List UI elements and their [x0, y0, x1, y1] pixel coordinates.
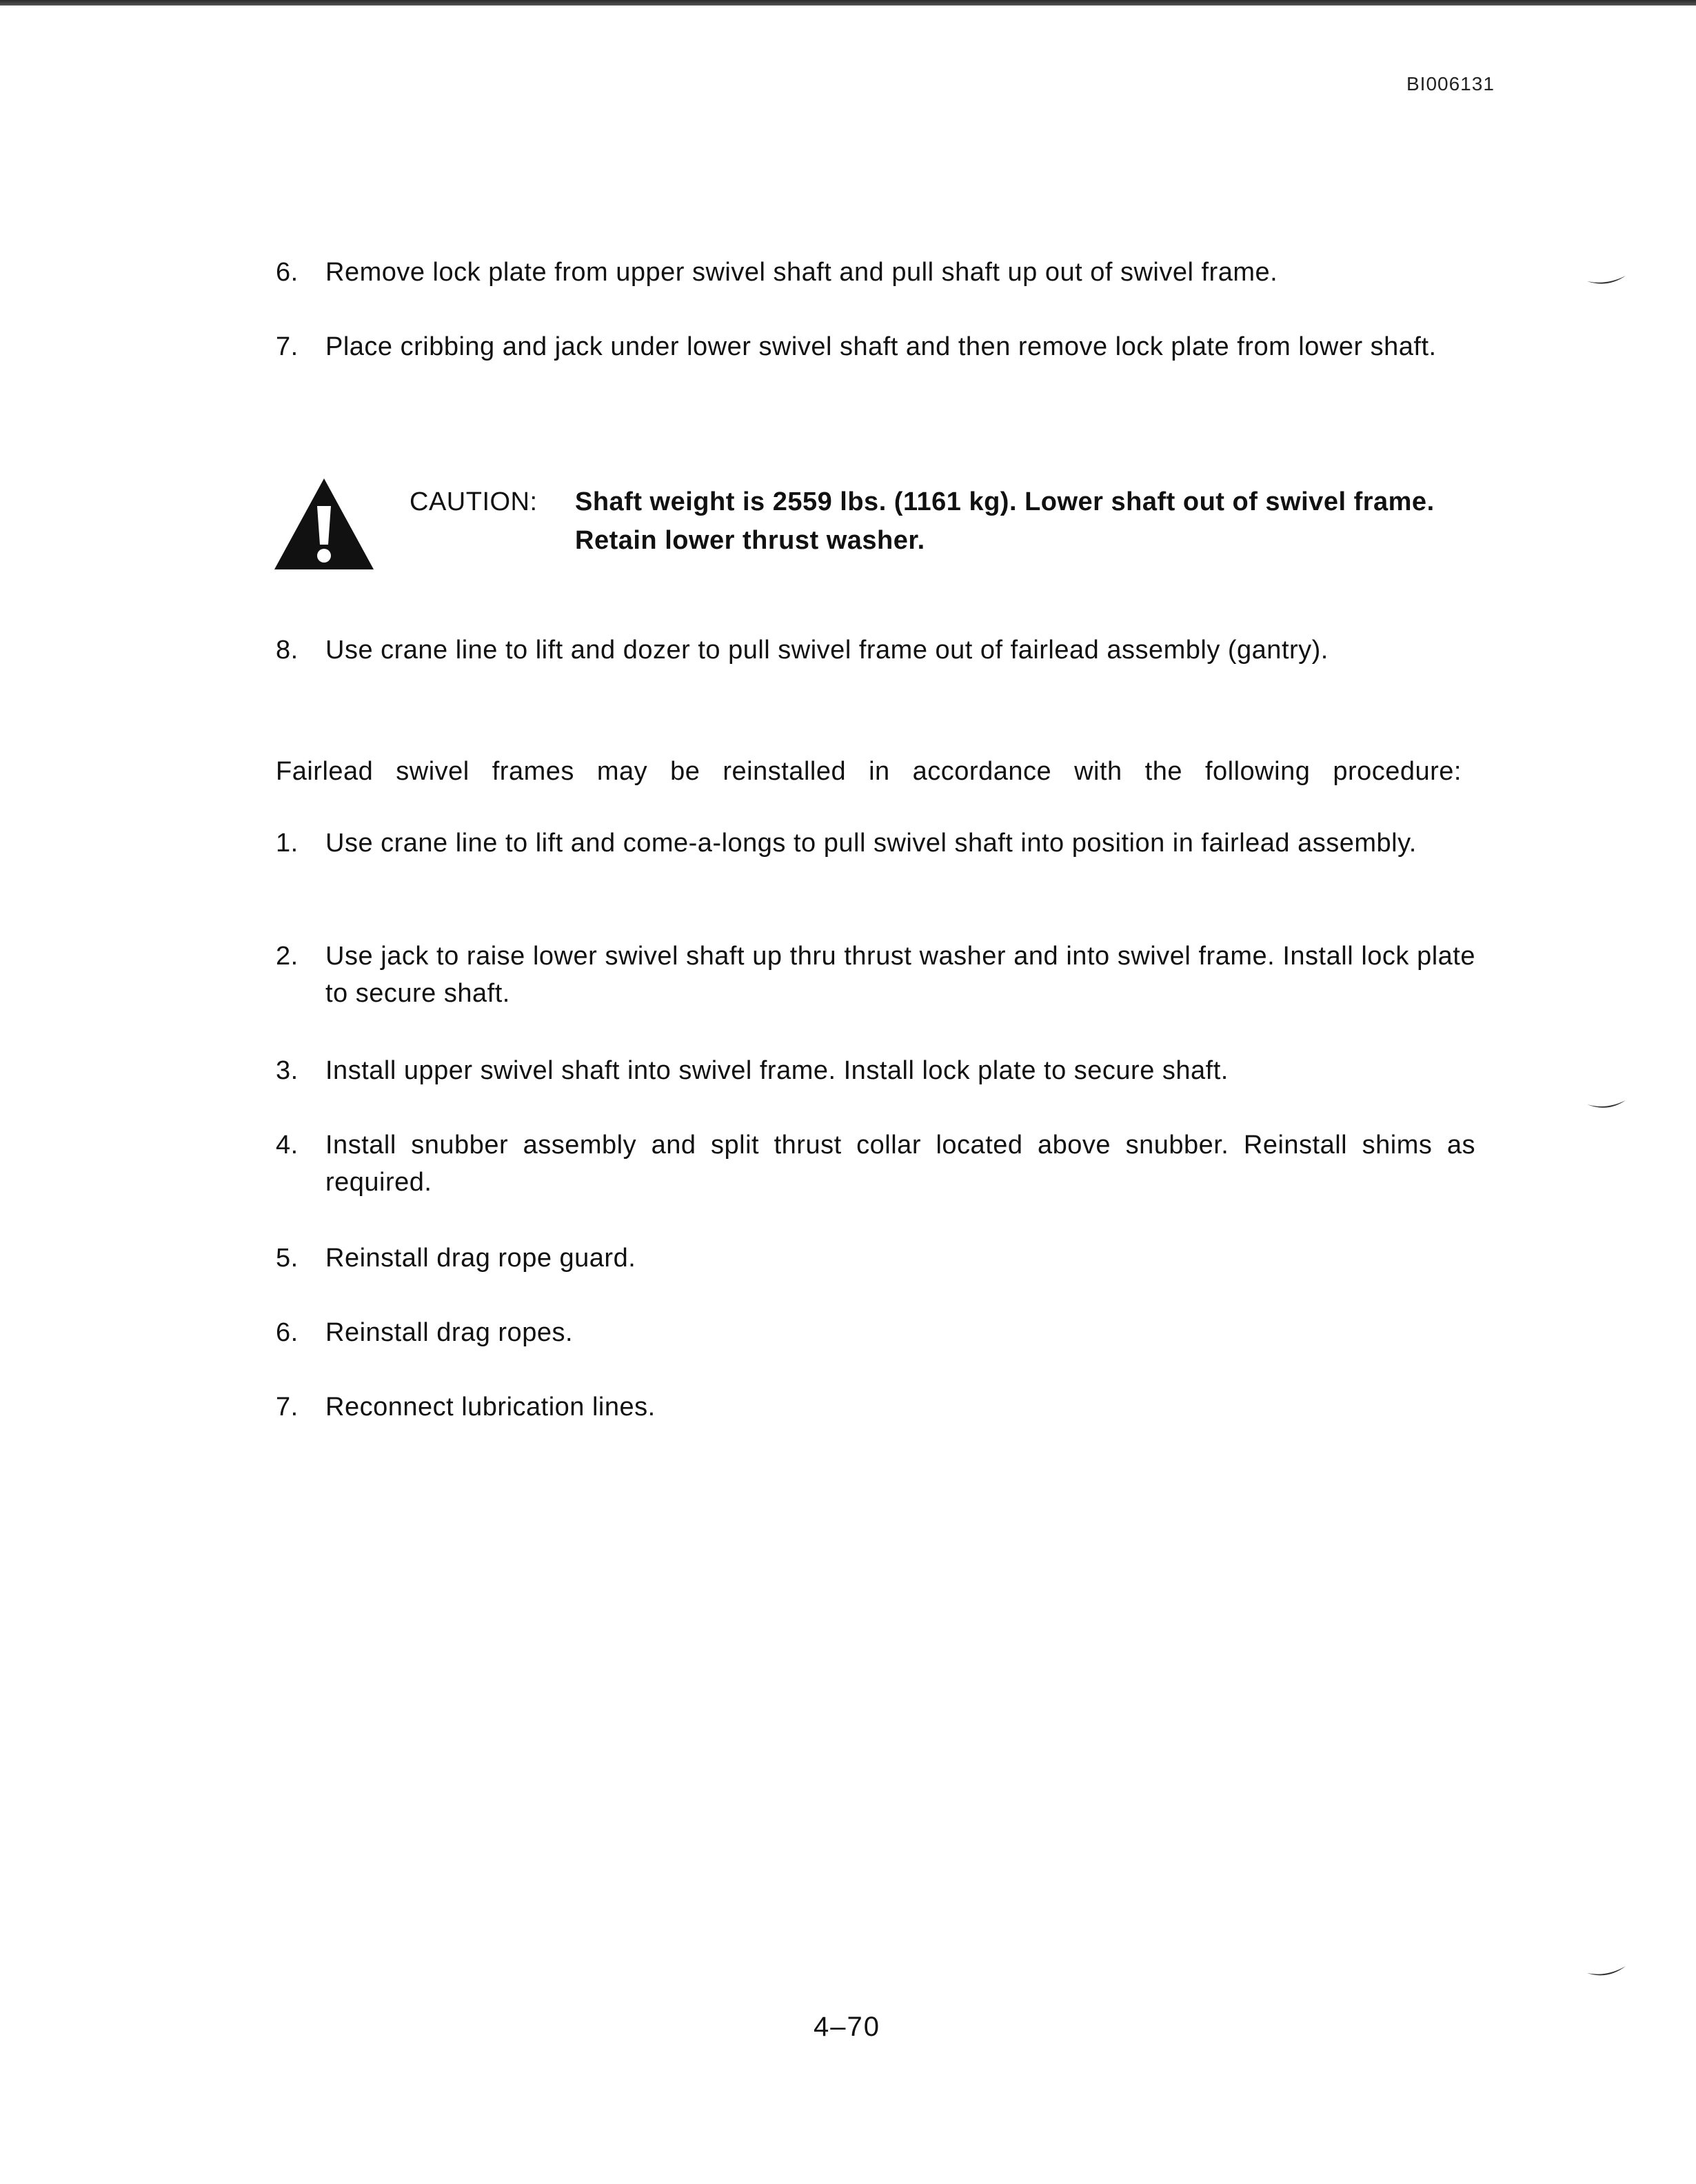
- step-text: Use crane line to lift and come-a-longs to pull swivel shaft into position in fairlead assembly.: [325, 829, 1417, 858]
- step-number: 7.: [276, 1393, 299, 1422]
- step-number: 5.: [276, 1244, 299, 1273]
- removal-step-7: [276, 328, 1475, 365]
- step-text: Use crane line to lift and dozer to pull swivel frame out of fairlead assembly (gantry).: [325, 636, 1329, 665]
- removal-step-8: [276, 631, 1475, 669]
- page-number: 4–70: [814, 2012, 880, 2042]
- reinstall-step-5: [276, 1240, 1475, 1277]
- step-number: 8.: [276, 636, 299, 665]
- reinstall-intro: Fairlead swivel frames may be reinstalled in accordance with the following procedure:: [276, 757, 1462, 786]
- top-rule: [0, 0, 1696, 6]
- reinstall-step-6: [276, 1314, 1475, 1351]
- margin-mark: [1586, 1965, 1627, 1981]
- margin-mark: [1586, 273, 1627, 290]
- reinstall-step-2: [276, 938, 1475, 1012]
- margin-mark: [1586, 1098, 1627, 1114]
- reinstall-step-3: [276, 1052, 1475, 1089]
- step-number: 6.: [276, 1318, 299, 1347]
- step-number: 4.: [276, 1131, 299, 1160]
- step-text: Reinstall drag rope guard.: [325, 1244, 636, 1273]
- step-number: 2.: [276, 942, 299, 971]
- step-text: Reconnect lubrication lines.: [325, 1393, 656, 1422]
- warning-triangle-icon: [273, 476, 375, 572]
- step-text: Reinstall drag ropes.: [325, 1318, 574, 1347]
- step-number: 6.: [276, 258, 299, 287]
- step-text: Place cribbing and jack under lower swivel shaft and then remove lock plate from lower shaft.: [325, 332, 1437, 361]
- removal-step-6: [276, 254, 1475, 291]
- caution-label: CAUTION:: [410, 487, 538, 516]
- step-number: 1.: [276, 829, 299, 858]
- document-id: BI006131: [1406, 73, 1495, 94]
- step-text: Install upper swivel shaft into swivel frame. Install lock plate to secure shaft.: [325, 1056, 1229, 1085]
- caution-text: Shaft weight is 2559 lbs. (1161 kg). Lower shaft out of swivel frame. Retain lower thrust washer.: [575, 487, 1435, 555]
- step-text: Install snubber assembly and split thrust collar located above snubber. Reinstall shims as required.: [325, 1131, 1475, 1197]
- reinstall-step-1: [276, 825, 1475, 862]
- step-number: 3.: [276, 1056, 299, 1085]
- caution-note: [410, 483, 1485, 560]
- reinstall-step-4: [276, 1126, 1475, 1201]
- step-text: Use jack to raise lower swivel shaft up thru thrust washer and into swivel frame. Install lock plate to secure shaft.: [325, 942, 1475, 1008]
- step-number: 7.: [276, 332, 299, 361]
- step-text: Remove lock plate from upper swivel shaft and pull shaft up out of swivel frame.: [325, 258, 1278, 287]
- reinstall-step-7: [276, 1388, 1475, 1426]
